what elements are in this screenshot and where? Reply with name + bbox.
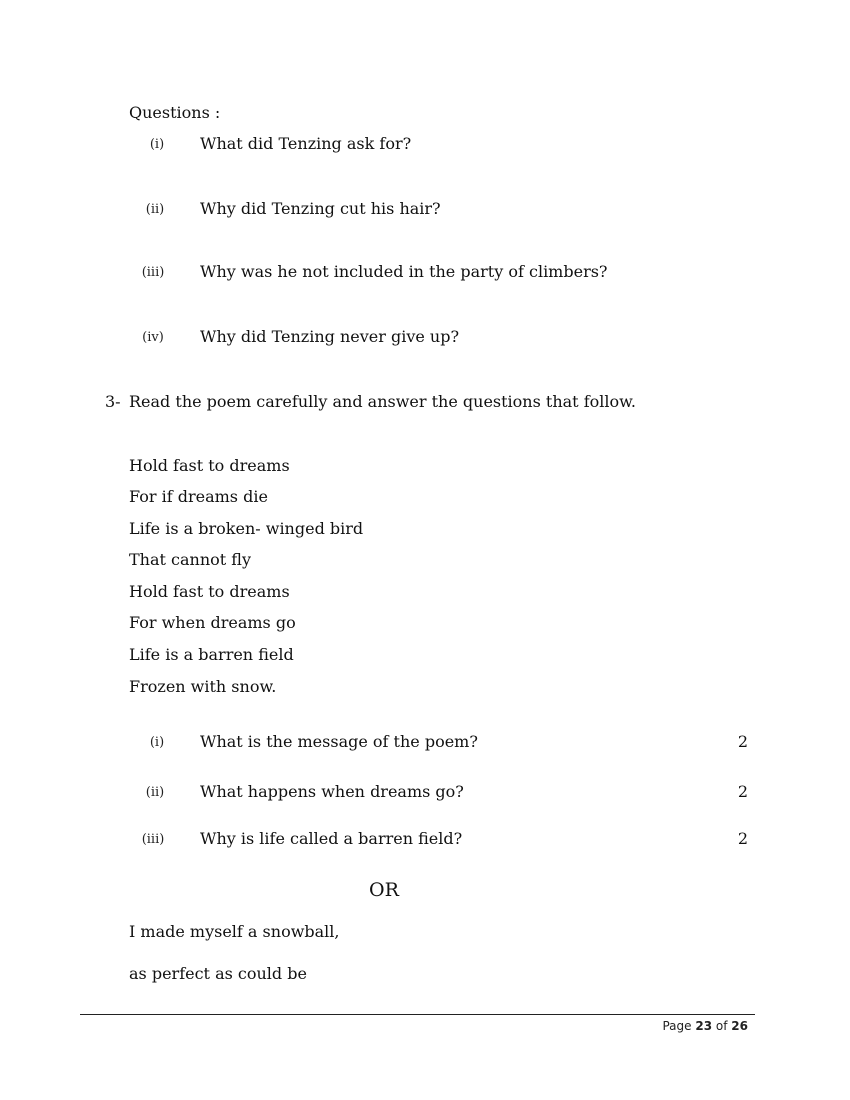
question-3-number: 3- [105,392,121,411]
page-number: 23 [695,1019,713,1033]
question-text: Why did Tenzing never give up? [200,327,460,346]
poem-line: For if dreams die [129,487,268,506]
question-text: Why did Tenzing cut his hair? [200,199,441,218]
question-text: What happens when dreams go? [200,782,464,801]
page-footer [662,1019,748,1033]
poem-line: Hold fast to dreams [129,456,290,475]
questions-heading: Questions : [129,103,221,122]
question-number: (ii) [145,202,165,217]
question-number: (iii) [141,265,165,280]
poem-line: That cannot fly [129,550,251,569]
question-text: What is the message of the poem? [200,732,478,751]
alt-poem-line: I made myself a snowball, [129,922,340,941]
or-divider-label: OR [369,879,399,901]
poem-line: Hold fast to dreams [129,582,290,601]
page-word: Page [662,1019,692,1033]
question-number: (ii) [145,785,165,800]
question-marks: 2 [737,732,748,751]
question-text: Why was he not included in the party of climbers? [200,262,608,281]
question-3-instruction: Read the poem carefully and answer the questions that follow. [129,392,636,411]
question-marks: 2 [737,782,748,801]
poem-line: Life is a barren field [129,645,294,664]
question-text: Why is life called a barren field? [200,829,463,848]
question-number: (i) [149,137,165,152]
alt-poem-line: as perfect as could be [129,964,307,983]
page-total: 26 [731,1019,748,1033]
poem-line: For when dreams go [129,613,296,632]
question-text: What did Tenzing ask for? [200,134,412,153]
question-marks: 2 [737,829,748,848]
poem-line: Frozen with snow. [129,677,277,696]
footer-rule [80,1014,755,1015]
question-number: (iii) [141,832,165,847]
poem-line: Life is a broken- winged bird [129,519,364,538]
question-number: (iv) [142,330,164,345]
question-number: (i) [149,735,165,750]
of-word: of [715,1019,728,1033]
